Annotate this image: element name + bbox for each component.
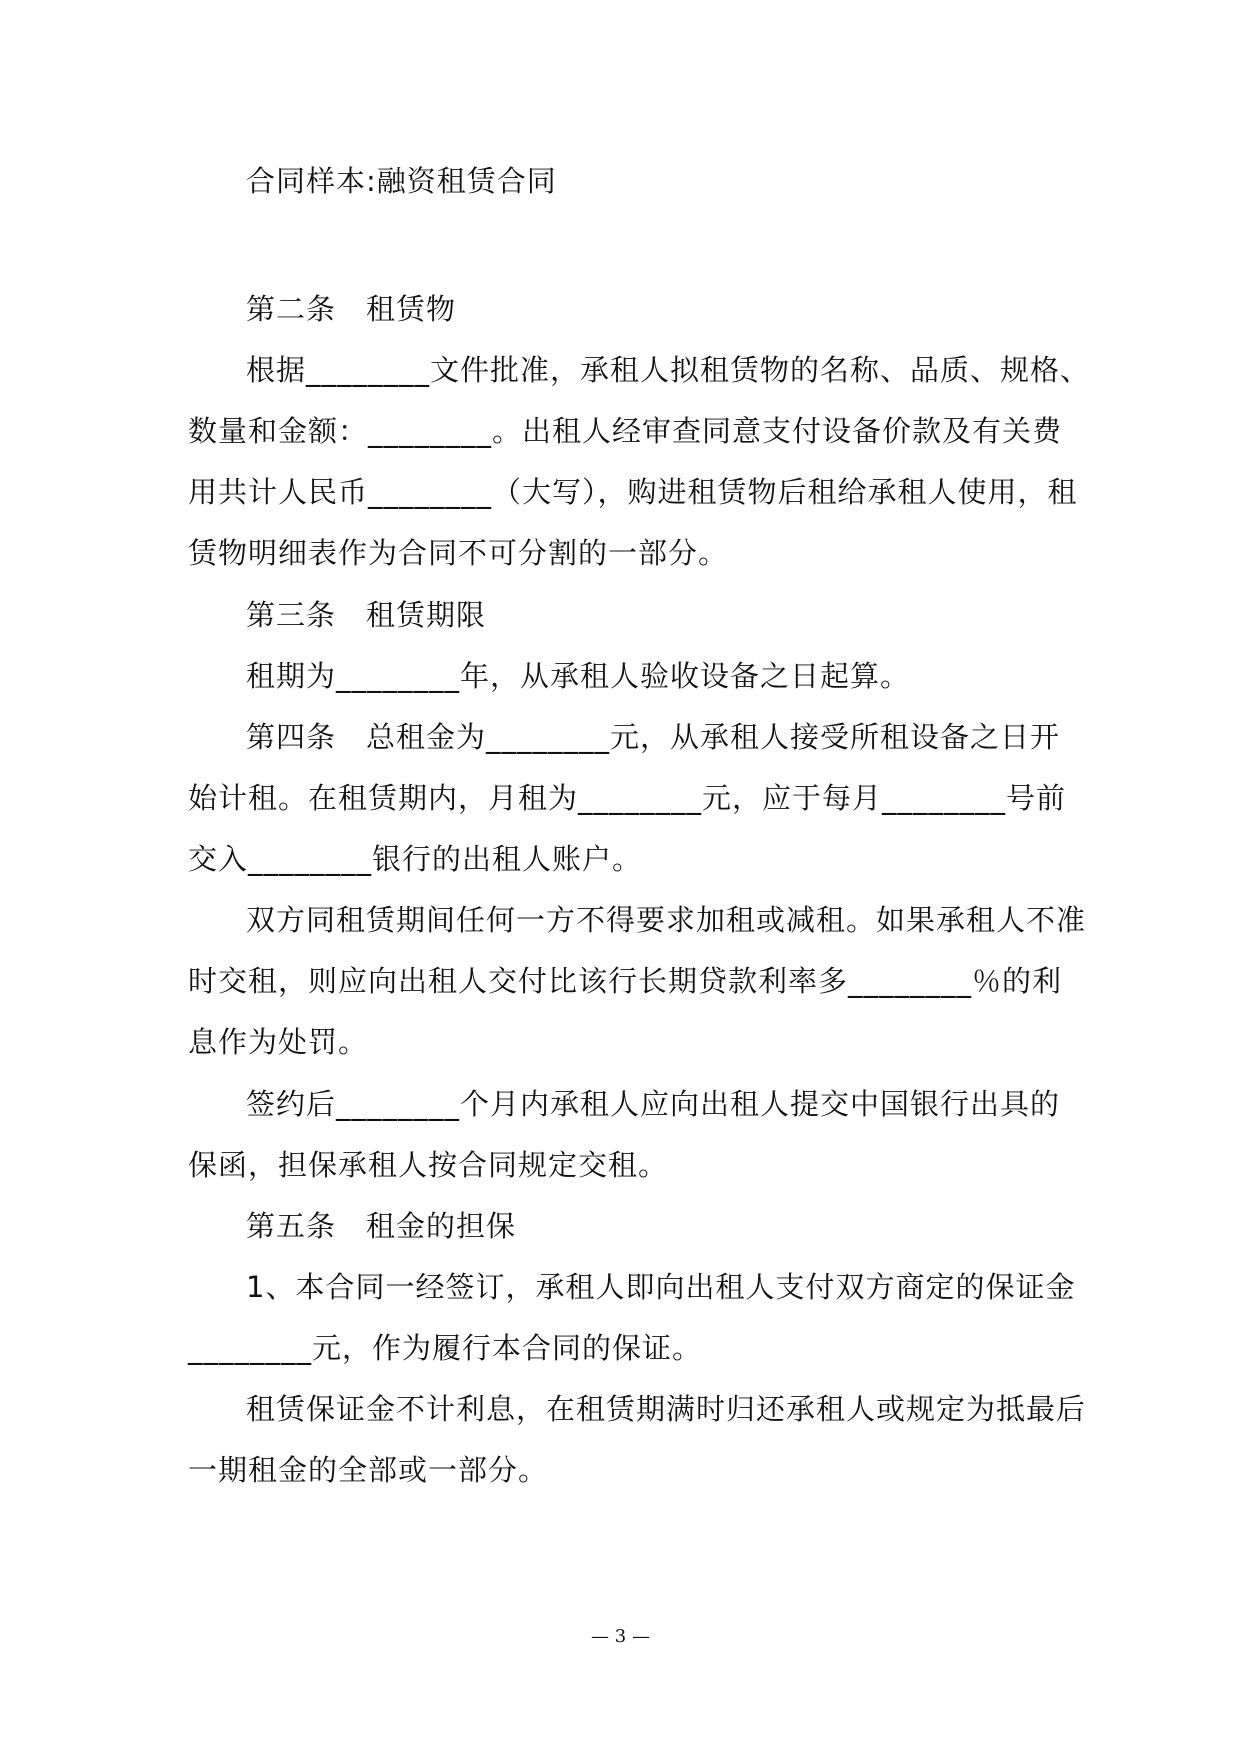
article-5-heading: 第五条 租金的担保	[246, 1209, 517, 1243]
page-number: — 3 —	[591, 1626, 650, 1647]
paragraph-line: 双方同租赁期间任何一方不得要求加租或减租。如果承租人不准	[246, 903, 1087, 937]
paragraph-line: 交入________银行的出租人账户。	[188, 842, 643, 876]
paragraph-line: 签约后________个月内承租人应向出租人提交中国银行出具的	[246, 1087, 1061, 1121]
paragraph-line: 一期租金的全部或一部分。	[188, 1453, 549, 1487]
paragraph-line: 数量和金额：________。出租人经审查同意支付设备价款及有关费	[188, 414, 1063, 448]
paragraph-line: 始计租。在租赁期内，月租为________元，应于每月________号前	[188, 781, 1067, 815]
article-4-line: 第四条 总租金为________元，从承租人接受所租设备之日开	[246, 720, 1061, 754]
paragraph-line: 保函，担保承租人按合同规定交租。	[188, 1148, 669, 1182]
document-title: 合同样本:融资租赁合同	[246, 164, 557, 198]
paragraph-line: 时交租，则应向出租人交付比该行长期贷款利率多________％的利	[188, 964, 1063, 998]
article-3-heading: 第三条 租赁期限	[246, 598, 487, 632]
paragraph-line: 赁物明细表作为合同不可分割的一部分。	[188, 536, 729, 570]
paragraph-line: 根据________文件批准，承租人拟租赁物的名称、品质、规格、	[246, 353, 1091, 387]
paragraph-line: ________元，作为履行本合同的保证。	[188, 1331, 703, 1365]
paragraph-line: 租赁保证金不计利息，在租赁期满时归还承租人或规定为抵最后	[246, 1392, 1087, 1426]
paragraph-line: 用共计人民币________（大写），购进租赁物后租给承租人使用，租	[188, 475, 1078, 509]
article-2-heading: 第二条 租赁物	[246, 292, 457, 326]
paragraph-line: 1、本合同一经签订，承租人即向出租人支付双方商定的保证金	[246, 1270, 1076, 1304]
paragraph-line: 息作为处罚。	[188, 1025, 369, 1059]
paragraph-line: 租期为________年，从承租人验收设备之日起算。	[246, 659, 911, 693]
